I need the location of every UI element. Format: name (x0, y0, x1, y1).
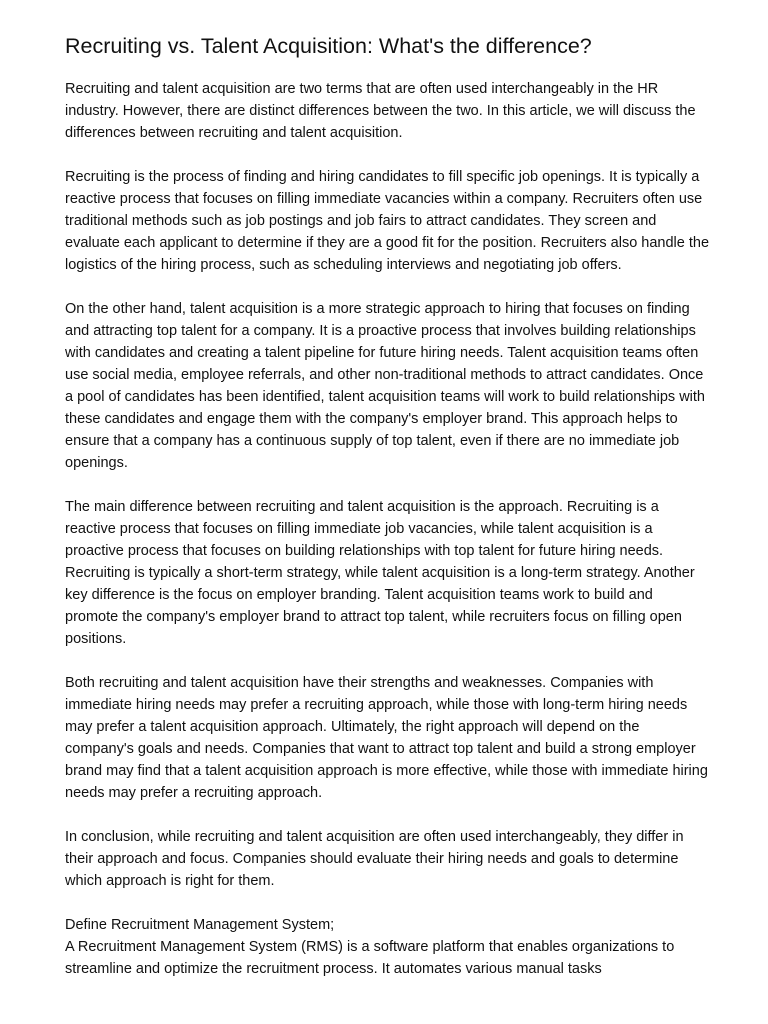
talent-acquisition-paragraph: On the other hand, talent acquisition is a more strategic approach to hiring that focuses on finding and attracting top talent for a company. It is a proactive process that involves building relationships with candidates and creating a talent pipeline for future hiring needs. Talent acquisition teams often use social media, employee referrals, and other non-traditional methods to attract candidates. Once a pool of candidates has been identified, talent acquisition teams will work to build relationships with these candidates and engage them with the company's employer brand. This approach helps to ensure that a company has a continuous supply of top talent, even if there are no immediate job openings. (65, 301, 705, 471)
rms-heading: Define Recruitment Management System; (65, 917, 335, 933)
conclusion-paragraph: In conclusion, while recruiting and talent acquisition are often used interchangeably, they differ in their approach and focus. Companies should evaluate their hiring needs and goals to determine which approach is right for them. (65, 829, 684, 889)
intro-paragraph: Recruiting and talent acquisition are two terms that are often used interchangeably in the HR industry. However, there are distinct differences between the two. In this article, we will discuss the differences between recruiting and talent acquisition. (65, 81, 696, 141)
document-title: Recruiting vs. Talent Acquisition: What's the difference? (65, 34, 592, 58)
strengths-weaknesses-paragraph: Both recruiting and talent acquisition have their strengths and weaknesses. Companies with immediate hiring needs may prefer a recruiting approach, while those with long-term hiring needs may prefer a talent acquisition approach. Ultimately, the right approach will depend on the company's goals and needs. Companies that want to attract top talent and build a strong employer brand may find that a talent acquisition approach is more effective, while those with immediate hiring needs may prefer a recruiting approach. (65, 675, 708, 801)
main-difference-paragraph: The main difference between recruiting and talent acquisition is the approach. Recruiting is a reactive process that focuses on filling immediate job vacancies, while talent acquisition is a proactive process that focuses on building relationships with top talent for future hiring needs. Recruiting is typically a short-term strategy, while talent acquisition is a long-term strategy. Another key difference is the focus on employer branding. Talent acquisition teams work to build and promote the company's employer brand to attract top talent, while recruiters focus on filling open positions. (65, 499, 695, 647)
document-page (65, 31, 710, 980)
recruiting-paragraph: Recruiting is the process of finding and hiring candidates to fill specific job openings. It is typically a reactive process that focuses on filling immediate vacancies within a company. Recruiters often use traditional methods such as job postings and job fairs to attract candidates. They screen and evaluate each applicant to determine if they are a good fit for the position. Recruiters also handle the logistics of the hiring process, such as scheduling interviews and negotiating job offers. (65, 169, 710, 273)
rms-paragraph: A Recruitment Management System (RMS) is a software platform that enables organizations to streamline and optimize the recruitment process. It automates various manual tasks (65, 939, 675, 977)
